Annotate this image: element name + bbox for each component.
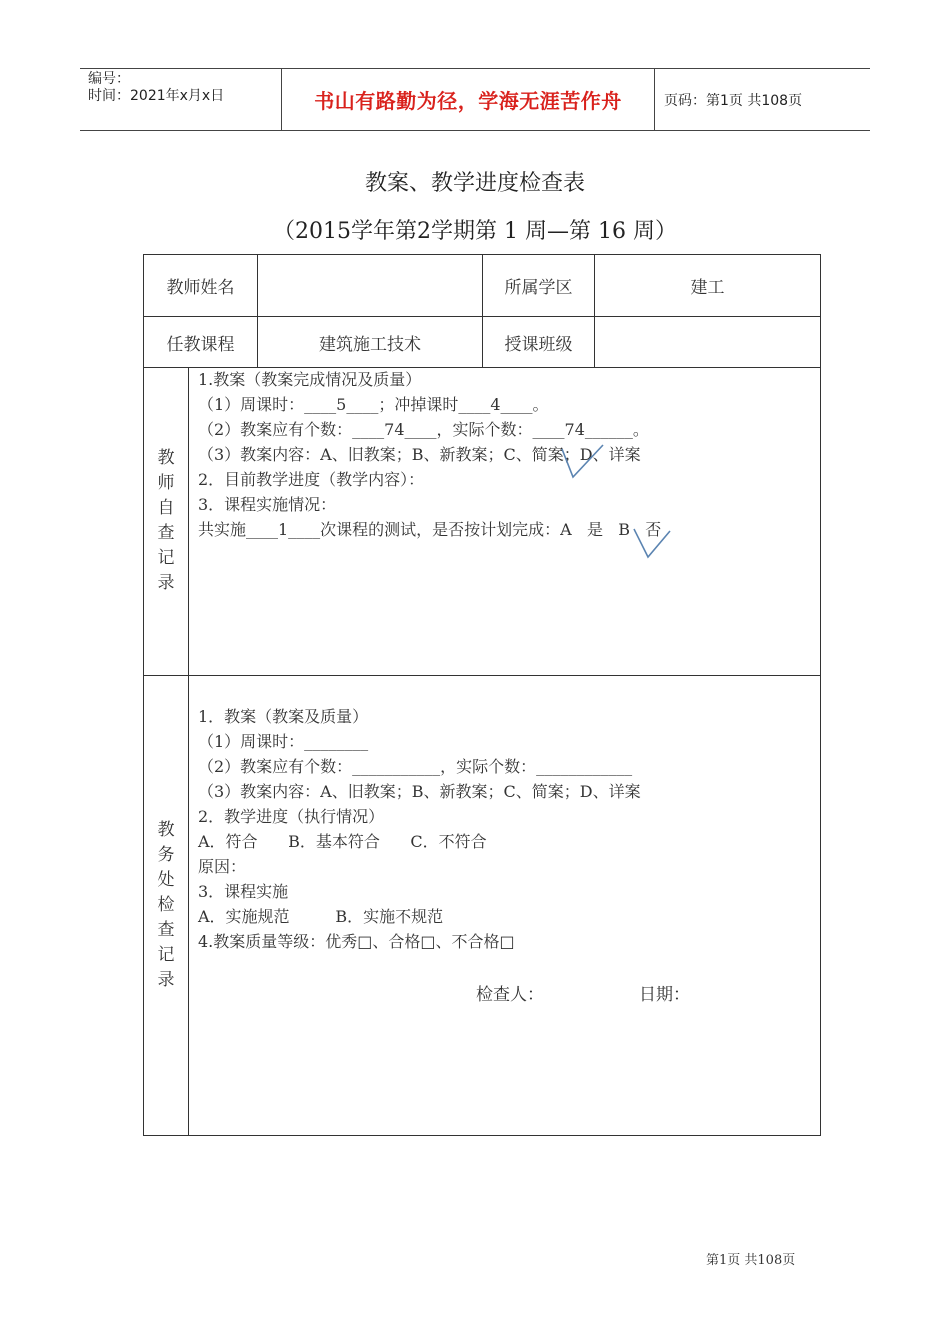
self-check-line: 1.教案（教案完成情况及质量） — [198, 370, 422, 389]
label-char: 记 — [157, 548, 175, 568]
time-label: 时间：2021年x月x日 — [88, 88, 225, 104]
class-label: 授课班级 — [504, 334, 573, 355]
inspector-label: 检查人： — [476, 985, 544, 1005]
self-check-label — [144, 446, 188, 596]
label-char: 教 — [157, 448, 175, 468]
label-char: 务 — [157, 845, 175, 865]
office-check-line: 1．教案（教案及质量） — [198, 707, 369, 726]
number-label: 编号： — [88, 71, 130, 87]
office-check-line: （2）教案应有个数：___________，实际个数：____________ — [198, 757, 633, 776]
table-col-divider — [188, 367, 189, 1135]
office-check-line: A．实施规范 B．实施不规范 — [198, 907, 444, 926]
label-char: 录 — [157, 573, 175, 593]
label-char: 师 — [157, 473, 175, 493]
table-row-divider — [144, 675, 820, 676]
office-check-line: 原因： — [198, 857, 247, 876]
label-char: 记 — [157, 945, 175, 965]
office-check-line: A．符合 B．基本符合 C．不符合 — [198, 832, 487, 851]
office-check-content — [198, 704, 641, 954]
check-table — [143, 254, 821, 1136]
date-label: 日期： — [639, 985, 690, 1005]
self-check-line: 3．课程实施情况： — [198, 495, 337, 514]
page-footer: 第1页 共108页 — [706, 1253, 796, 1268]
office-check-line: 4.教案质量等级：优秀□、合格□、不合格□ — [198, 932, 515, 951]
self-check-line: （2）教案应有个数：____74____，实际个数：____74______。 — [198, 420, 649, 439]
document-title: 教案、教学进度检查表 — [364, 171, 585, 196]
label-char: 教 — [157, 820, 175, 840]
district-label: 所属学区 — [504, 278, 573, 298]
checkmark-icon — [632, 523, 674, 561]
label-char: 自 — [157, 498, 175, 518]
office-check-line: （3）教案内容：A、旧教案；B、新教案；C、简案；D、详案 — [198, 782, 641, 801]
label-char: 检 — [157, 895, 175, 915]
office-check-line: 3．课程实施 — [198, 882, 289, 901]
self-check-line: （3）教案内容：A、旧教案；B、新教案；C、简案；D、详案 — [198, 445, 641, 464]
checkmark-icon — [559, 441, 607, 483]
self-check-line: 共实施____1____次课程的测试，是否按计划完成：A 是 B 否 — [198, 520, 662, 539]
self-check-line: 2．目前教学进度（教学内容）： — [198, 470, 425, 489]
header-divider — [654, 69, 655, 130]
header-page-info: 页码：第1页 共108页 — [664, 93, 803, 109]
class-value[interactable] — [595, 317, 820, 367]
course-value[interactable]: 建筑施工技术 — [319, 334, 421, 355]
document-subtitle: （2015学年第2学期第 1 周—第 16 周） — [273, 219, 677, 244]
course-label: 任教课程 — [166, 334, 235, 355]
office-check-line: 2．教学进度（执行情况） — [198, 807, 385, 826]
district-value[interactable]: 建工 — [690, 278, 725, 298]
label-char: 查 — [157, 523, 175, 543]
self-check-line: （1）周课时：____5____；冲掉课时____4____。 — [198, 395, 549, 414]
label-char: 处 — [157, 870, 175, 890]
teacher-name-value[interactable] — [258, 255, 482, 316]
header-motto: 书山有路勤为径，学海无涯苦作舟 — [314, 89, 622, 113]
office-check-line: （1）周课时：________ — [198, 732, 369, 751]
header-meta — [80, 69, 281, 130]
page-header — [80, 68, 870, 131]
label-char: 录 — [157, 970, 175, 990]
teacher-name-label: 教师姓名 — [166, 278, 235, 298]
office-check-label — [144, 818, 188, 993]
label-char: 查 — [157, 920, 175, 940]
